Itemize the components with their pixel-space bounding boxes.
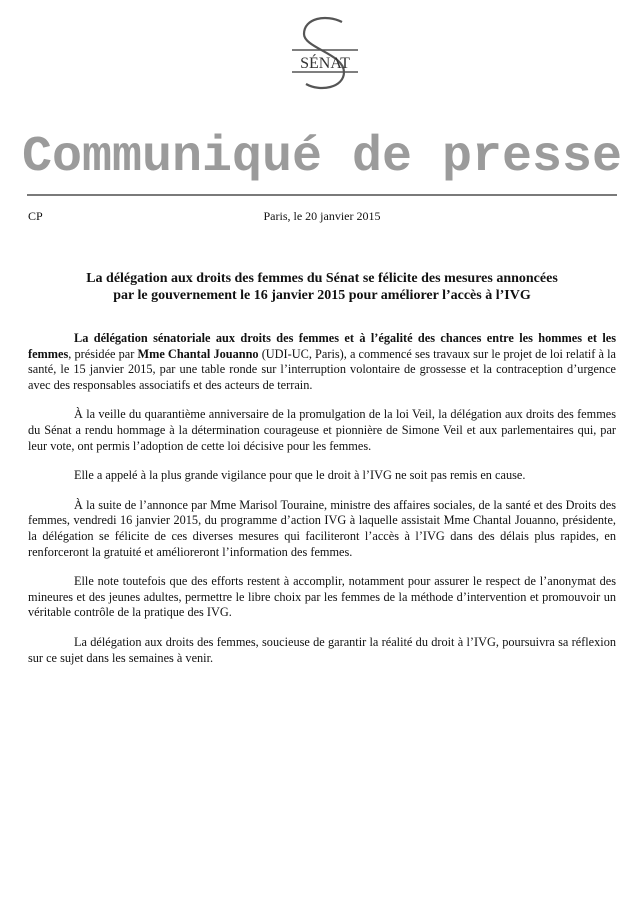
article-body bbox=[28, 331, 616, 680]
senat-logo bbox=[286, 14, 364, 92]
president-name: Mme Chantal Jouanno bbox=[137, 346, 259, 361]
paragraph-2: À la veille du quarantième anniversaire de la promulgation de la loi Veil, la délégation aux droits des femmes du Sénat a rendu hommage à la détermination courageuse et pionnière de Simone Veil et aux parlementaires qui, par leur vote, ont permis l’adoption de cette loi décisive pour les femmes. bbox=[28, 407, 616, 453]
senat-s-emblem-icon bbox=[286, 14, 364, 92]
paragraph-6: La délégation aux droits des femmes, soucieuse de garantir la réalité du droit à l’IVG, poursuivra sa réflexion sur ce sujet dans les semaines à venir. bbox=[28, 634, 616, 665]
paragraph-5: Elle note toutefois que des efforts restent à accomplir, notamment pour assurer le respect de l’anonymat des mineures et des jeunes adultes, permettre le libre choix par les femmes de la méthode d’intervention et promouvoir un véritable contrôle de la pratique des IVG. bbox=[28, 574, 616, 620]
banner-divider bbox=[27, 194, 617, 196]
paragraph-4: À la suite de l’annonce par Mme Marisol Touraine, ministre des affaires sociales, de la santé et des Droits des femmes, vendredi 16 janvier 2015, du programme d’action IVG à laquelle assistait Mme Chantal Jouanno, présidente, la délégation se félicite de ces diverses mesures qui faciliteront l’accès à l’IVG dans des délais plus rapides, en renforceront la gratuité et amélioreront l’information des femmes. bbox=[28, 497, 616, 559]
headline-line-2: par le gouvernement le 16 janvier 2015 pour améliorer l’accès à l’IVG bbox=[113, 288, 531, 303]
headline bbox=[28, 270, 616, 304]
paragraph-1-rest: (UDI-UC, Paris), a commencé ses travaux sur le projet de loi relatif à la santé, le 15 janvier 2015, par une table ronde sur l’interruption volontaire de grossesse et la contraception d’urgence avec des responsables associatifs et des acteurs de terrain. bbox=[28, 346, 617, 392]
dateline: Paris, le 20 janvier 2015 bbox=[263, 209, 381, 223]
press-release-banner: Communiqué de presse bbox=[21, 129, 623, 186]
paragraph-1 bbox=[28, 331, 616, 393]
paragraph-1-mid: , présidée par bbox=[68, 346, 138, 361]
headline-line-1: La délégation aux droits des femmes du Sénat se félicite des mesures annoncées bbox=[86, 271, 558, 286]
document-ref: CP bbox=[28, 209, 43, 223]
paragraph-1-lead: La délégation sénatoriale aux droits des femmes et à l’égalité des chances entre les hommes et les femmes bbox=[28, 331, 616, 361]
paragraph-3: Elle a appelé à la plus grande vigilance pour que le droit à l’IVG ne soit pas remis en cause. bbox=[74, 468, 526, 483]
logo-wordmark: SÉNAT bbox=[300, 55, 350, 72]
